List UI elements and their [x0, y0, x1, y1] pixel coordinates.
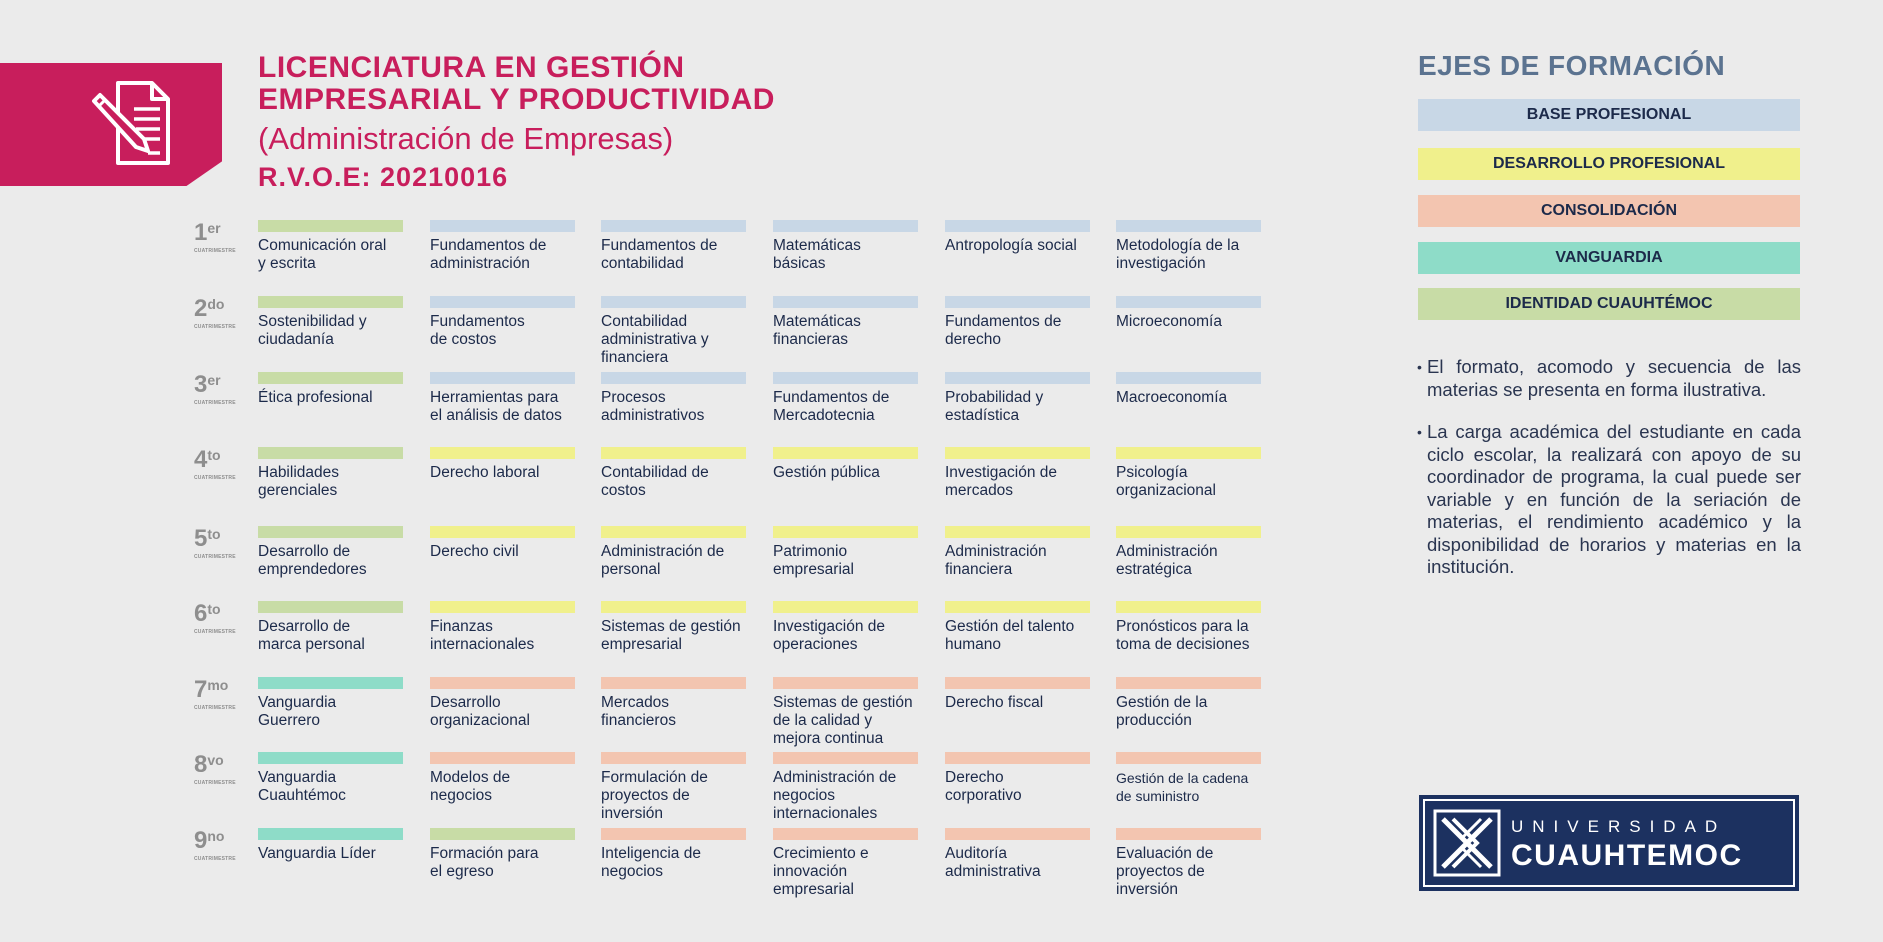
semester-number [194, 828, 254, 854]
course-cell [1116, 601, 1261, 654]
axis-color-bar [773, 447, 918, 459]
course-name: Sostenibilidad y ciudadanía [258, 313, 367, 348]
title-line1: LICENCIATURA EN GESTIÓN [258, 51, 685, 84]
semester-label [194, 526, 254, 560]
course-cell [945, 447, 1090, 500]
cuatrimestre-label: CUATRIMESTRE [194, 554, 236, 560]
axis-color-bar [430, 752, 575, 764]
legend-item: VANGUARDIA [1418, 242, 1800, 274]
course-cell [258, 752, 403, 805]
semester-label [194, 752, 254, 786]
semester-suffix: er [207, 372, 221, 388]
university-emblem-icon [1433, 809, 1501, 877]
course-name: Gestión de la cadena de suministro [1116, 770, 1249, 804]
axis-color-bar [945, 677, 1090, 689]
axis-color-bar [430, 601, 575, 613]
semester-suffix: to [207, 447, 221, 463]
course-name: Antropología social [945, 237, 1077, 254]
semester-row [190, 372, 1270, 448]
semester-suffix: vo [207, 752, 224, 768]
course-name: Matemáticas financieras [773, 313, 861, 348]
semester-digit: 5 [194, 525, 208, 552]
semester-digit: 7 [194, 676, 208, 703]
course-cell [258, 677, 403, 730]
axis-color-bar [1116, 296, 1261, 308]
note-item: • La carga académica del estudiante en cada ciclo escolar, la realizará con apoyo de su coordinador de programa, la cual puede ser variable y en función de la seriación de materias, el rendimiento académico y la disponibilidad de horarios y materias en la institución. [1418, 421, 1801, 579]
course-name: Vanguardia Líder [258, 845, 376, 862]
course-cell [258, 220, 403, 273]
axis-color-bar [773, 677, 918, 689]
axis-color-bar [258, 220, 403, 232]
axis-color-bar [773, 601, 918, 613]
axis-color-bar [601, 447, 746, 459]
course-name: Matemáticas básicas [773, 237, 861, 272]
course-name: Administración de negocios internacionales [773, 769, 897, 822]
axis-color-bar [601, 677, 746, 689]
program-subtitle: (Administración de Empresas) [258, 121, 674, 156]
course-cell [1116, 828, 1261, 899]
semester-number [194, 601, 254, 627]
course-name: Sistemas de gestión empresarial [601, 618, 741, 653]
semester-number [194, 372, 254, 398]
header-badge [0, 63, 222, 186]
course-name: Fundamentos de contabilidad [601, 237, 718, 272]
axis-color-bar [430, 447, 575, 459]
course-name: Derecho civil [430, 543, 519, 560]
semester-number [194, 296, 254, 322]
axis-color-bar [601, 752, 746, 764]
semester-row [190, 526, 1270, 602]
axis-color-bar [773, 220, 918, 232]
course-name: Modelos de negocios [430, 769, 511, 804]
course-cell [601, 677, 746, 730]
course-name: Vanguardia Guerrero [258, 694, 337, 729]
logo-line1: UNIVERSIDAD [1511, 817, 1727, 836]
course-cell [430, 447, 575, 482]
course-cell [601, 296, 746, 367]
course-cell [945, 372, 1090, 425]
axis-color-bar [430, 526, 575, 538]
axis-color-bar [773, 752, 918, 764]
course-cell [773, 677, 918, 748]
course-cell [1116, 526, 1261, 579]
course-cell [430, 220, 575, 273]
course-cell [1116, 447, 1261, 500]
course-name: Sistemas de gestión de la calidad y mejora continua [773, 694, 913, 747]
course-name: Fundamentos de administración [430, 237, 547, 272]
semester-label [194, 601, 254, 635]
axis-color-bar [601, 526, 746, 538]
axis-color-bar [945, 752, 1090, 764]
axis-color-bar [773, 526, 918, 538]
course-cell [1116, 752, 1261, 805]
semester-digit: 2 [194, 295, 208, 322]
cuatrimestre-label: CUATRIMESTRE [194, 629, 236, 635]
course-name: Formulación de proyectos de inversión [601, 769, 708, 822]
semester-suffix: mo [207, 677, 229, 693]
axis-color-bar [601, 296, 746, 308]
course-name: Investigación de operaciones [773, 618, 886, 653]
axis-color-bar [430, 372, 575, 384]
semester-label [194, 296, 254, 330]
course-name: Derecho fiscal [945, 694, 1044, 711]
course-name: Administración financiera [945, 543, 1047, 578]
course-cell [258, 601, 403, 654]
course-name: Desarrollo de marca personal [258, 618, 365, 653]
course-cell [1116, 677, 1261, 730]
cuatrimestre-label: CUATRIMESTRE [194, 780, 236, 786]
course-cell [601, 828, 746, 881]
semester-suffix: to [207, 526, 221, 542]
axis-color-bar [601, 372, 746, 384]
semester-label [194, 828, 254, 862]
axis-color-bar [945, 828, 1090, 840]
course-cell [258, 372, 403, 407]
axis-color-bar [430, 296, 575, 308]
semester-digit: 1 [194, 219, 208, 246]
axis-color-bar [601, 220, 746, 232]
course-name: Ética profesional [258, 389, 373, 406]
notes [1418, 356, 1801, 599]
axis-color-bar [1116, 220, 1261, 232]
course-name: Fundamentos de Mercadotecnia [773, 389, 890, 424]
axis-color-bar [945, 526, 1090, 538]
course-cell [945, 296, 1090, 349]
axis-color-bar [258, 526, 403, 538]
cuatrimestre-label: CUATRIMESTRE [194, 705, 236, 711]
course-cell [1116, 372, 1261, 407]
course-name: Formación para el egreso [430, 845, 539, 880]
axis-color-bar [430, 828, 575, 840]
semester-label [194, 677, 254, 711]
semester-suffix: er [207, 220, 221, 236]
course-name: Habilidades gerenciales [258, 464, 339, 499]
legend-item: CONSOLIDACIÓN [1418, 195, 1800, 227]
course-name: Procesos administrativos [601, 389, 705, 424]
course-cell [601, 447, 746, 500]
course-cell [258, 526, 403, 579]
semester-number [194, 447, 254, 473]
course-cell [430, 752, 575, 805]
cuatrimestre-label: CUATRIMESTRE [194, 856, 236, 862]
note-item: • El formato, acomodo y secuencia de las materias se presenta en forma ilustrativa. [1418, 356, 1801, 401]
semester-digit: 9 [194, 827, 208, 854]
semester-row [190, 828, 1270, 904]
course-name: Comunicación oral y escrita [258, 237, 387, 272]
course-name: Inteligencia de negocios [601, 845, 701, 880]
cuatrimestre-label: CUATRIMESTRE [194, 324, 236, 330]
axis-color-bar [1116, 601, 1261, 613]
course-cell [945, 677, 1090, 712]
course-cell [945, 828, 1090, 881]
course-name: Gestión pública [773, 464, 880, 481]
course-cell [430, 828, 575, 881]
course-cell [945, 220, 1090, 255]
course-name: Patrimonio empresarial [773, 543, 854, 578]
course-name: Desarrollo de emprendedores [258, 543, 367, 578]
document-pen-icon [88, 77, 188, 173]
axis-color-bar [258, 372, 403, 384]
semester-digit: 3 [194, 371, 208, 398]
course-name: Contabilidad de costos [601, 464, 709, 499]
axis-color-bar [258, 296, 403, 308]
semester-label [194, 447, 254, 481]
course-cell [601, 526, 746, 579]
course-cell [258, 447, 403, 500]
course-cell [258, 828, 403, 863]
semester-row [190, 752, 1270, 828]
semester-number [194, 752, 254, 778]
axis-color-bar [773, 296, 918, 308]
semester-digit: 8 [194, 751, 208, 778]
axis-color-bar [1116, 828, 1261, 840]
course-name: Crecimiento e innovación empresarial [773, 845, 869, 898]
semester-row [190, 220, 1270, 296]
course-name: Gestión de la producción [1116, 694, 1208, 729]
legend-item: IDENTIDAD CUAUHTÉMOC [1418, 288, 1800, 320]
course-cell [601, 601, 746, 654]
axis-color-bar [601, 828, 746, 840]
axis-color-bar [1116, 752, 1261, 764]
title-line2: EMPRESARIAL Y PRODUCTIVIDAD [258, 83, 775, 116]
axis-color-bar [430, 220, 575, 232]
axis-color-bar [945, 296, 1090, 308]
course-cell [773, 220, 918, 273]
course-cell [1116, 220, 1261, 273]
semester-row [190, 296, 1270, 372]
axis-color-bar [258, 828, 403, 840]
axis-color-bar [601, 601, 746, 613]
course-cell [601, 372, 746, 425]
semester-label [194, 372, 254, 406]
program-title [258, 52, 775, 194]
course-name: Contabilidad administrativa y financiera [601, 313, 709, 366]
course-name: Auditoría administrativa [945, 845, 1041, 880]
semester-suffix: no [207, 828, 225, 844]
course-cell [945, 752, 1090, 805]
course-name: Administración de personal [601, 543, 725, 578]
course-name: Derecho laboral [430, 464, 540, 481]
course-cell [773, 828, 918, 899]
axis-color-bar [945, 447, 1090, 459]
axis-color-bar [258, 601, 403, 613]
course-name: Fundamentos de costos [430, 313, 525, 348]
semester-row [190, 677, 1270, 753]
course-cell [430, 296, 575, 349]
semester-digit: 6 [194, 600, 208, 627]
legend-item: DESARROLLO PROFESIONAL [1418, 148, 1800, 180]
course-cell [430, 677, 575, 730]
course-name: Herramientas para el análisis de datos [430, 389, 562, 424]
axis-color-bar [945, 220, 1090, 232]
course-cell [945, 601, 1090, 654]
course-cell [773, 447, 918, 482]
course-cell [773, 601, 918, 654]
course-cell [773, 526, 918, 579]
course-cell [601, 752, 746, 823]
course-name: Mercados financieros [601, 694, 676, 729]
course-name: Investigación de mercados [945, 464, 1058, 499]
logo-line2: CUAUHTEMOC [1511, 839, 1743, 872]
course-cell [601, 220, 746, 273]
cuatrimestre-label: CUATRIMESTRE [194, 248, 236, 254]
course-cell [1116, 296, 1261, 331]
course-cell [258, 296, 403, 349]
axis-color-bar [258, 752, 403, 764]
course-name: Administración estratégica [1116, 543, 1218, 578]
semester-suffix: do [207, 296, 225, 312]
semester-number [194, 220, 254, 246]
axis-color-bar [1116, 372, 1261, 384]
semester-digit: 4 [194, 446, 208, 473]
course-cell [430, 372, 575, 425]
course-name: Macroeconomía [1116, 389, 1228, 406]
semester-suffix: to [207, 601, 221, 617]
axis-color-bar [430, 677, 575, 689]
course-name: Finanzas internacionales [430, 618, 535, 653]
course-name: Probabilidad y estadística [945, 389, 1044, 424]
rvoe-number: R.V.O.E: 20210016 [258, 162, 509, 192]
course-name: Pronósticos para la toma de decisiones [1116, 618, 1250, 653]
course-name: Desarrollo organizacional [430, 694, 530, 729]
course-name: Evaluación de proyectos de inversión [1116, 845, 1214, 898]
ejes-title: EJES DE FORMACIÓN [1418, 50, 1726, 81]
legend-item: BASE PROFESIONAL [1418, 99, 1800, 131]
course-cell [945, 526, 1090, 579]
course-cell [430, 601, 575, 654]
axis-color-bar [258, 447, 403, 459]
course-name: Derecho corporativo [945, 769, 1022, 804]
course-name: Microeconomía [1116, 313, 1222, 330]
cuatrimestre-label: CUATRIMESTRE [194, 400, 236, 406]
course-name: Metodología de la investigación [1116, 237, 1240, 272]
axis-color-bar [773, 828, 918, 840]
axis-color-bar [945, 601, 1090, 613]
course-name: Vanguardia Cuauhtémoc [258, 769, 346, 804]
semester-number [194, 526, 254, 552]
semester-number [194, 677, 254, 703]
cuatrimestre-label: CUATRIMESTRE [194, 475, 236, 481]
course-cell [773, 296, 918, 349]
semester-label [194, 220, 254, 254]
axis-color-bar [1116, 526, 1261, 538]
axis-color-bar [1116, 447, 1261, 459]
university-logo [1419, 795, 1799, 891]
axis-color-bar [258, 677, 403, 689]
axis-color-bar [1116, 677, 1261, 689]
course-cell [773, 752, 918, 823]
course-name: Fundamentos de derecho [945, 313, 1062, 348]
course-cell [773, 372, 918, 425]
course-name: Psicología organizacional [1116, 464, 1216, 499]
course-cell [430, 526, 575, 561]
axis-color-bar [773, 372, 918, 384]
course-name: Gestión del talento humano [945, 618, 1075, 653]
axis-color-bar [945, 372, 1090, 384]
semester-row [190, 447, 1270, 523]
semester-row [190, 601, 1270, 677]
